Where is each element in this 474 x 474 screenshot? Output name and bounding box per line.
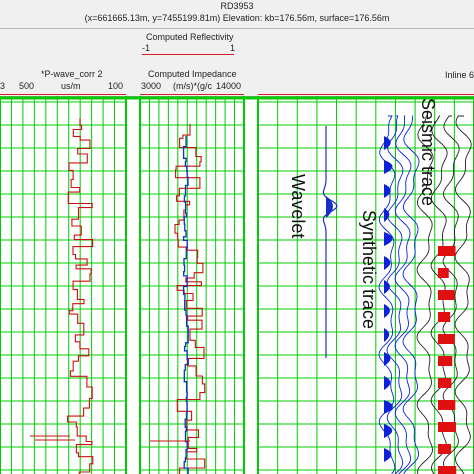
pwave-unit: us/m <box>61 81 81 91</box>
synthetic-lobe <box>384 232 393 246</box>
seismic-trace-label: Seismic trace <box>418 98 438 207</box>
trace-wiggle <box>403 116 419 474</box>
seismic-lobe <box>438 246 456 256</box>
synthetic-lobe <box>384 400 393 414</box>
synthetic-lobe <box>384 256 390 270</box>
pwave-tick-3: 100 <box>108 81 124 91</box>
pwave-tick-2: 500 <box>19 81 35 91</box>
impedance-tick-2: 14000 <box>216 81 242 91</box>
seismic-title: Inline 6 <box>445 70 474 80</box>
well-tie-plot[interactable] <box>0 96 474 474</box>
well-name: RD3953 <box>220 1 254 11</box>
seismic-lobe <box>438 334 455 344</box>
wavelet-lobe <box>326 196 333 218</box>
seismic-lobe <box>438 400 455 410</box>
impedance-scale-line <box>140 94 244 95</box>
seismic-lobe <box>438 444 451 454</box>
seismic-lobe <box>438 268 449 278</box>
reflectivity-min: -1 <box>142 43 151 53</box>
trace-wiggle <box>455 116 471 474</box>
pwave-title: *P-wave_corr 2 <box>41 69 103 79</box>
seismic-lobe <box>438 422 456 432</box>
impedance-unit: (m/s)*(g/c <box>173 81 212 91</box>
synthetic-trace-label: Synthetic trace <box>359 210 379 330</box>
wavelet-curve <box>323 126 337 358</box>
log-curve <box>175 124 205 474</box>
synthetic-lobe <box>384 280 390 294</box>
header-divider <box>0 28 474 29</box>
reflectivity-max: 1 <box>230 43 236 53</box>
synthetic-lobe <box>384 160 392 174</box>
seismic-lobe <box>438 378 451 388</box>
pwave-scale-line <box>0 94 126 95</box>
seismic-lobe <box>438 356 452 366</box>
synthetic-lobe <box>384 328 389 342</box>
pwave-tick-1: 3 <box>0 81 6 91</box>
track-header <box>0 0 474 97</box>
seismic-scale-line <box>258 94 474 95</box>
seismic-lobe <box>438 290 454 300</box>
synthetic-lobe <box>384 352 390 366</box>
wavelet-plot <box>323 126 337 358</box>
well-info: (x=661665.13m, y=7455199.81m) Elevation: kb=176.56m, surface=176.56m <box>84 13 390 23</box>
reflectivity-title: Computed Reflectivity <box>146 32 234 42</box>
seismic-lobe <box>438 312 450 322</box>
impedance-tick-1: 3000 <box>141 81 162 91</box>
seismic-lobe <box>438 466 456 474</box>
grid-lines <box>0 96 474 474</box>
impedance-title: Computed Impedance <box>148 69 237 79</box>
wavelet-label: Wavelet <box>288 174 308 239</box>
reflectivity-scale-line <box>142 54 234 55</box>
synthetic-lobe <box>384 304 390 318</box>
